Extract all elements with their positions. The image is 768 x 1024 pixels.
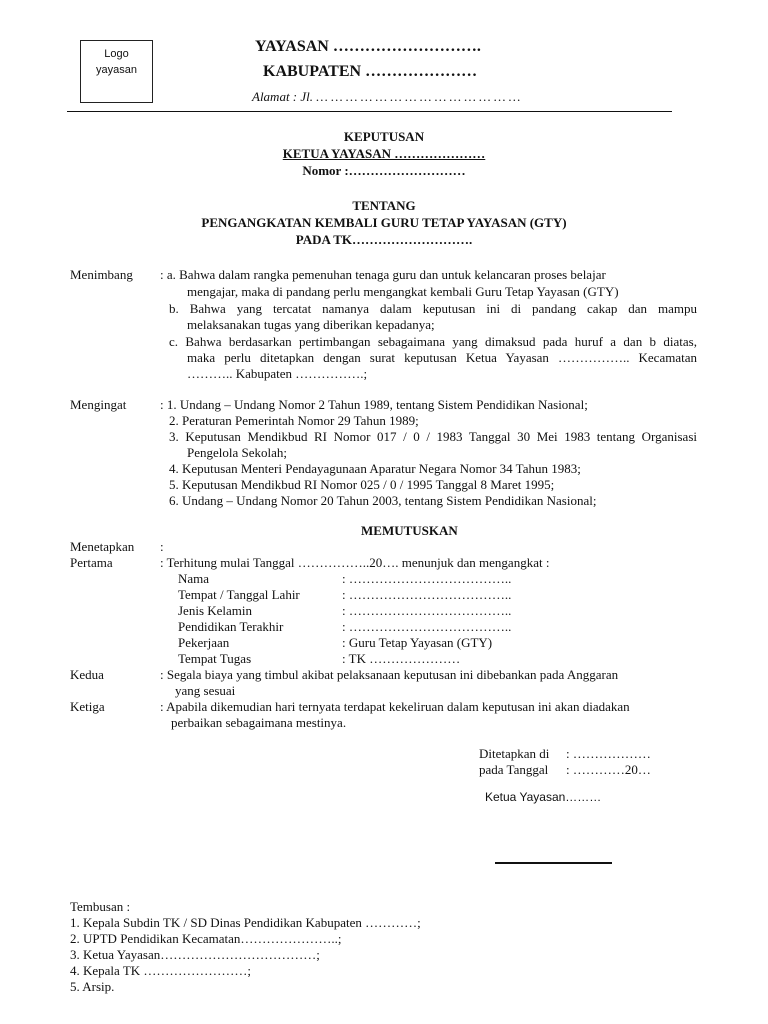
signatory-title: Ketua Yayasan………	[485, 790, 602, 804]
ditetapkan-di-label: Ditetapkan di	[479, 746, 550, 761]
title-pengangkatan: PENGANGKATAN KEMBALI GURU TETAP YAYASAN (GTY)	[201, 215, 567, 230]
field-value-tempat-tugas: : TK …………………	[342, 651, 461, 666]
logo-label-line2: yayasan	[96, 64, 137, 76]
letterhead-address: Alamat : Jl. … … … … … … … … … … … … … …	[252, 89, 521, 104]
ketiga-label: Ketiga	[70, 699, 105, 714]
menimbang-b-line2: melaksanakan tugas yang diberikan kepadanya;	[187, 317, 435, 332]
field-label-pendidikan: Pendidikan Terakhir	[178, 619, 284, 634]
kedua-line1: : Segala biaya yang timbul akibat pelaksanaan keputusan ini dibebankan pada Anggaran	[160, 667, 619, 682]
letterhead-divider	[67, 111, 672, 112]
field-value-jenis-kelamin: : ………………………………..	[342, 603, 512, 618]
tembusan-item-2: 2. UPTD Pendidikan Kecamatan…………………..;	[70, 931, 342, 946]
pada-tanggal-label: pada Tanggal	[479, 762, 549, 777]
memutuskan-heading: MEMUTUSKAN	[361, 523, 458, 538]
title-keputusan: KEPUTUSAN	[343, 129, 425, 144]
field-value-nama: : ………………………………..	[342, 571, 512, 586]
mengingat-item-4: 4. Keputusan Menteri Pendayagunaan Aparatur Negara Nomor 34 Tahun 1983;	[169, 461, 581, 476]
menimbang-label: Menimbang	[70, 267, 133, 282]
menetapkan-colon: :	[160, 539, 164, 554]
ketiga-line1: : Apabila dikemudian hari ternyata terdapat kekeliruan dalam keputusan ini akan diadakan	[160, 699, 630, 714]
mengingat-item-2: 2. Peraturan Pemerintah Nomor 29 Tahun 1989;	[169, 413, 419, 428]
mengingat-item-3-cont: Pengelola Sekolah;	[187, 445, 288, 460]
logo-placeholder	[80, 40, 153, 103]
field-value-pekerjaan: : Guru Tetap Yayasan (GTY)	[342, 635, 493, 650]
field-label-jenis-kelamin: Jenis Kelamin	[178, 603, 253, 618]
kedua-label: Kedua	[70, 667, 104, 682]
letterhead-yayasan: YAYASAN ……………………….	[255, 38, 481, 55]
menimbang-c-line2: maka perlu ditetapkan dengan surat keputusan Ketua Yayasan …………….. Kecamatan	[187, 350, 697, 365]
title-ketua-yayasan: KETUA YAYASAN …………………	[282, 146, 486, 161]
field-value-ttl: : ………………………………..	[342, 587, 512, 602]
mengingat-item-3: 3. Keputusan Mendikbud RI Nomor 017 / 0 / 1983 Tanggal 30 Mei 1983 tentang Organisasi	[169, 429, 697, 444]
mengingat-label: Mengingat	[70, 397, 127, 412]
menetapkan-label: Menetapkan	[70, 539, 135, 554]
menimbang-c-line3: ……….. Kabupaten …………….;	[187, 366, 368, 381]
tembusan-item-1: 1. Kepala Subdin TK / SD Dinas Pendidikan Kabupaten …………;	[70, 915, 421, 930]
mengingat-item-6: 6. Undang – Undang Nomor 20 Tahun 2003, tentang Sistem Pendidikan Nasional;	[169, 493, 597, 508]
letterhead-kabupaten: KABUPATEN …………………	[263, 63, 478, 80]
tembusan-item-4: 4. Kepala TK ……………………;	[70, 963, 252, 978]
field-value-pendidikan: : ………………………………..	[342, 619, 512, 634]
menimbang-c-line1: c. Bahwa berdasarkan pertimbangan sebagaimana yang dimaksud pada huruf a dan b diatas,	[169, 334, 697, 349]
tembusan-title: Tembusan :	[70, 899, 131, 914]
title-nomor: Nomor :………………………	[302, 163, 466, 178]
field-label-pekerjaan: Pekerjaan	[178, 635, 230, 650]
ditetapkan-di-value: : ………………	[566, 746, 651, 761]
signature-line	[495, 862, 612, 864]
title-tentang: TENTANG	[352, 198, 416, 213]
field-label-ttl: Tempat / Tanggal Lahir	[178, 587, 300, 602]
pada-tanggal-value: : …………20…	[566, 762, 651, 777]
pertama-text: : Terhitung mulai Tanggal ……………..20…. menunjuk dan mengangkat :	[160, 555, 550, 570]
mengingat-item-1: : 1. Undang – Undang Nomor 2 Tahun 1989, tentang Sistem Pendidikan Nasional;	[160, 397, 588, 412]
field-label-tempat-tugas: Tempat Tugas	[178, 651, 252, 666]
field-label-nama: Nama	[178, 571, 210, 586]
ketiga-line2: perbaikan sebagaimana mestinya.	[171, 715, 347, 730]
tembusan-item-5: 5. Arsip.	[70, 979, 115, 994]
menimbang-a-line2: mengajar, maka di pandang perlu mengangkat kembali Guru Tetap Yayasan (GTY)	[187, 284, 619, 299]
title-pada-tk: PADA TK……………………….	[295, 232, 473, 247]
menimbang-a-line1: : a. Bahwa dalam rangka pemenuhan tenaga guru dan untuk kelancaran proses belajar	[160, 267, 606, 282]
logo-label-line1: Logo	[104, 48, 129, 60]
pertama-label: Pertama	[70, 555, 113, 570]
kedua-line2: yang sesuai	[175, 683, 236, 698]
menimbang-b-line1: b. Bahwa yang tercatat namanya dalam keputusan ini di pandang cakap dan mampu	[169, 301, 697, 316]
mengingat-item-5: 5. Keputusan Mendikbud RI Nomor 025 / 0 / 1995 Tanggal 8 Maret 1995;	[169, 477, 555, 492]
tembusan-item-3: 3. Ketua Yayasan………………………………;	[70, 947, 320, 962]
